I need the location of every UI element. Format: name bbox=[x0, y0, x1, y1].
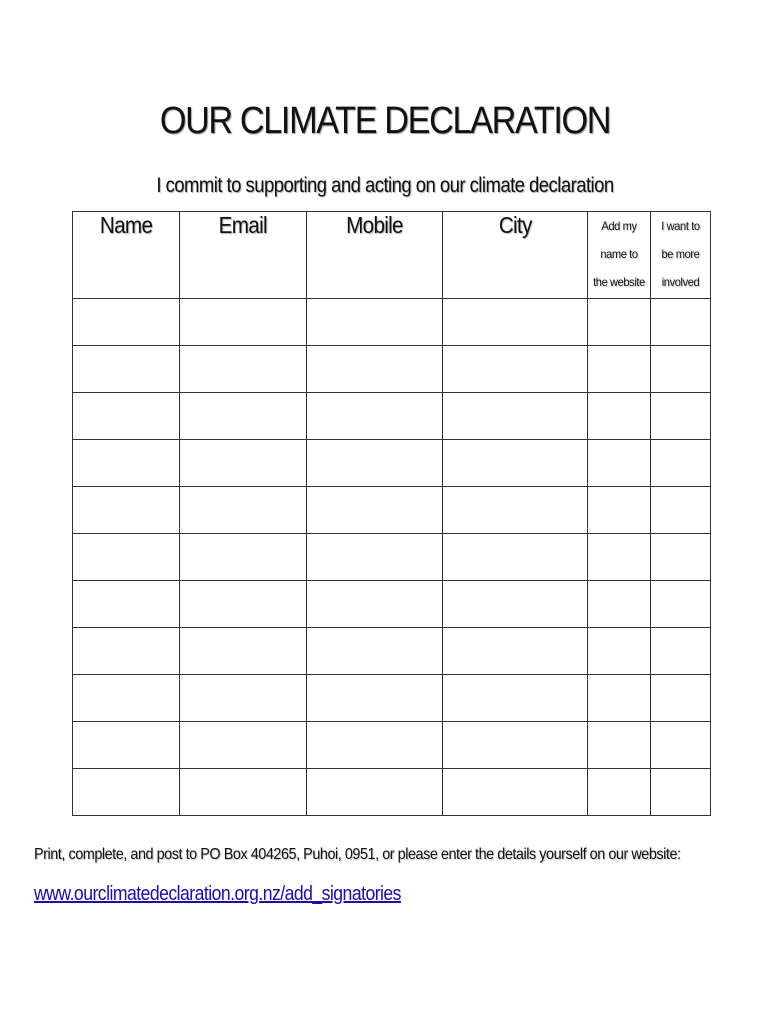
table-row bbox=[73, 440, 711, 487]
cell-email[interactable] bbox=[180, 299, 307, 346]
cell-more-involved[interactable] bbox=[651, 769, 711, 816]
cell-add-to-website[interactable] bbox=[588, 769, 651, 816]
cell-more-involved[interactable] bbox=[651, 299, 711, 346]
column-header-name: Name bbox=[73, 212, 180, 299]
cell-name[interactable] bbox=[73, 581, 180, 628]
cell-more-involved[interactable] bbox=[651, 581, 711, 628]
cell-city[interactable] bbox=[443, 628, 588, 675]
table-row bbox=[73, 722, 711, 769]
cell-more-involved[interactable] bbox=[651, 487, 711, 534]
cell-mobile[interactable] bbox=[307, 393, 443, 440]
table-row bbox=[73, 534, 711, 581]
cell-email[interactable] bbox=[180, 440, 307, 487]
signatories-table bbox=[72, 211, 711, 816]
cell-mobile[interactable] bbox=[307, 346, 443, 393]
cell-email[interactable] bbox=[180, 675, 307, 722]
cell-city[interactable] bbox=[443, 299, 588, 346]
cell-more-involved[interactable] bbox=[651, 440, 711, 487]
cell-city[interactable] bbox=[443, 534, 588, 581]
table-row bbox=[73, 769, 711, 816]
table-row bbox=[73, 346, 711, 393]
cell-add-to-website[interactable] bbox=[588, 346, 651, 393]
cell-email[interactable] bbox=[180, 628, 307, 675]
cell-city[interactable] bbox=[443, 440, 588, 487]
table-row bbox=[73, 628, 711, 675]
cell-email[interactable] bbox=[180, 581, 307, 628]
cell-add-to-website[interactable] bbox=[588, 675, 651, 722]
cell-name[interactable] bbox=[73, 440, 180, 487]
cell-add-to-website[interactable] bbox=[588, 722, 651, 769]
cell-more-involved[interactable] bbox=[651, 722, 711, 769]
cell-name[interactable] bbox=[73, 487, 180, 534]
column-header-mobile: Mobile bbox=[307, 212, 443, 299]
cell-more-involved[interactable] bbox=[651, 534, 711, 581]
table-row bbox=[73, 581, 711, 628]
table-row bbox=[73, 393, 711, 440]
page-subtitle: I commit to supporting and acting on our climate declaration bbox=[156, 174, 614, 197]
website-link[interactable]: www.ourclimatedeclaration.org.nz/add_signatories bbox=[34, 883, 401, 905]
cell-email[interactable] bbox=[180, 534, 307, 581]
cell-name[interactable] bbox=[73, 534, 180, 581]
cell-mobile[interactable] bbox=[307, 440, 443, 487]
cell-name[interactable] bbox=[73, 769, 180, 816]
cell-add-to-website[interactable] bbox=[588, 628, 651, 675]
column-header-add-to-website: Add my name to the website bbox=[588, 212, 651, 299]
cell-city[interactable] bbox=[443, 346, 588, 393]
cell-city[interactable] bbox=[443, 487, 588, 534]
table-row bbox=[73, 675, 711, 722]
cell-mobile[interactable] bbox=[307, 628, 443, 675]
cell-name[interactable] bbox=[73, 299, 180, 346]
cell-add-to-website[interactable] bbox=[588, 299, 651, 346]
cell-email[interactable] bbox=[180, 487, 307, 534]
cell-add-to-website[interactable] bbox=[588, 393, 651, 440]
cell-name[interactable] bbox=[73, 393, 180, 440]
cell-name[interactable] bbox=[73, 722, 180, 769]
page-title: OUR CLIMATE DECLARATION bbox=[159, 100, 611, 142]
cell-city[interactable] bbox=[443, 581, 588, 628]
column-header-email: Email bbox=[180, 212, 307, 299]
cell-more-involved[interactable] bbox=[651, 675, 711, 722]
cell-add-to-website[interactable] bbox=[588, 487, 651, 534]
cell-mobile[interactable] bbox=[307, 299, 443, 346]
cell-email[interactable] bbox=[180, 393, 307, 440]
cell-mobile[interactable] bbox=[307, 534, 443, 581]
cell-city[interactable] bbox=[443, 769, 588, 816]
cell-mobile[interactable] bbox=[307, 581, 443, 628]
cell-add-to-website[interactable] bbox=[588, 440, 651, 487]
cell-email[interactable] bbox=[180, 769, 307, 816]
cell-mobile[interactable] bbox=[307, 769, 443, 816]
cell-name[interactable] bbox=[73, 628, 180, 675]
cell-more-involved[interactable] bbox=[651, 393, 711, 440]
table-body bbox=[73, 299, 711, 816]
cell-mobile[interactable] bbox=[307, 722, 443, 769]
table-header bbox=[73, 212, 711, 299]
cell-city[interactable] bbox=[443, 722, 588, 769]
cell-add-to-website[interactable] bbox=[588, 581, 651, 628]
table-row bbox=[73, 487, 711, 534]
column-header-more-involved: I want to be more involved bbox=[651, 212, 711, 299]
cell-email[interactable] bbox=[180, 346, 307, 393]
cell-city[interactable] bbox=[443, 393, 588, 440]
cell-name[interactable] bbox=[73, 675, 180, 722]
cell-name[interactable] bbox=[73, 346, 180, 393]
cell-more-involved[interactable] bbox=[651, 628, 711, 675]
mailing-instructions: Print, complete, and post to PO Box 404265, Puhoi, 0951, or please enter the details yourself on our website: bbox=[34, 846, 681, 863]
cell-mobile[interactable] bbox=[307, 675, 443, 722]
cell-add-to-website[interactable] bbox=[588, 534, 651, 581]
table-row bbox=[73, 299, 711, 346]
header-row bbox=[73, 212, 711, 299]
cell-more-involved[interactable] bbox=[651, 346, 711, 393]
cell-city[interactable] bbox=[443, 675, 588, 722]
cell-email[interactable] bbox=[180, 722, 307, 769]
column-header-city: City bbox=[443, 212, 588, 299]
cell-mobile[interactable] bbox=[307, 487, 443, 534]
